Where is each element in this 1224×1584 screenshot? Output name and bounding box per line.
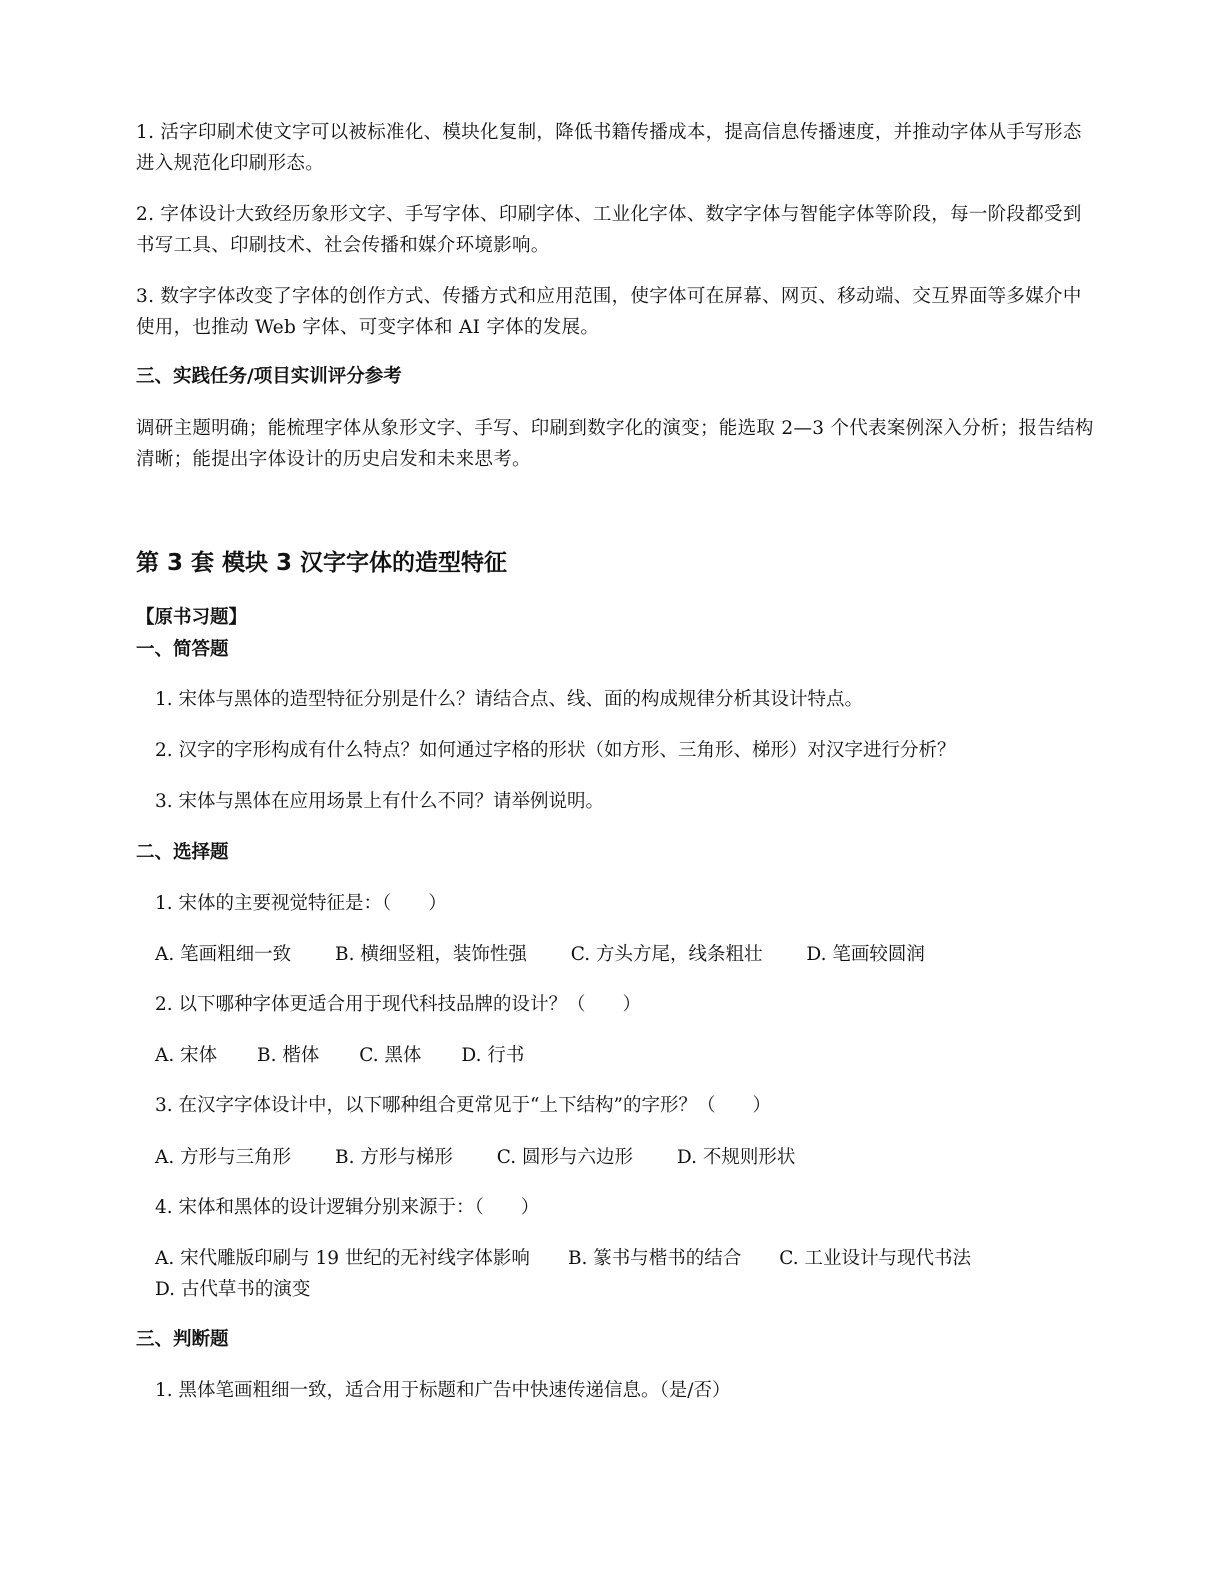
choice-option: C. 方头方尾，线条粗壮 [570,944,763,965]
summary-point-2: 2. 字体设计大致经历象形文字、手写字体、印刷字体、工业化字体、数字字体与智能字体等阶段，每一阶段都受到书写工具、印刷技术、社会传播和媒介环境影响。 [136,204,1082,256]
choice-question-2-stem: 2. 以下哪种字体更适合用于现代科技品牌的设计？（ ） [155,994,642,1015]
multiple-choice-heading: 二、选择题 [136,842,229,863]
true-false-heading: 三、判断题 [136,1329,229,1350]
short-answer-heading: 一、简答题 [136,639,229,660]
module-title: 第 3 套 模块 3 汉字字体的造型特征 [136,550,508,576]
choice-option: B. 篆书与楷书的结合 [567,1248,742,1269]
practice-text: 调研主题明确；能梳理字体从象形文字、手写、印刷到数字化的演变；能选取 2—3 个代表案例深入分析；报告结构清晰；能提出字体设计的历史启发和未来思考。 [136,418,1094,470]
choice-option: A. 方形与三角形 [155,1147,292,1168]
choice-option: B. 横细竖粗，装饰性强 [335,944,527,965]
choice-question-1-stem: 1. 宋体的主要视觉特征是：（ ） [155,893,447,914]
choice-option: D. 不规则形状 [676,1147,796,1168]
short-answer-question-3: 3. 宋体与黑体在应用场景上有什么不同？请举例说明。 [155,791,605,812]
exercise-label: 【原书习题】 [136,607,248,628]
choice-option: C. 黑体 [359,1045,422,1066]
choice-question-3-stem: 3. 在汉字字体设计中，以下哪种组合更常见于“上下结构”的字形？（ ） [155,1095,771,1116]
choice-option: C. 工业设计与现代书法 [779,1248,972,1269]
choice-question-4-options [155,1243,1085,1305]
practice-heading: 三、实践任务/项目实训评分参考 [136,366,402,387]
short-answer-question-1: 1. 宋体与黑体的造型特征分别是什么？请结合点、线、面的构成规律分析其设计特点。 [155,689,864,710]
choice-option: D. 笔画较圆润 [806,944,925,965]
choice-question-3-options [155,1142,1085,1173]
choice-option: D. 行书 [461,1045,525,1066]
choice-question-4-stem: 4. 宋体和黑体的设计逻辑分别来源于：（ ） [155,1197,540,1218]
choice-option: B. 楷体 [257,1045,320,1066]
true-false-question-1: 1. 黑体笔画粗细一致，适合用于标题和广告中快速传递信息。（是/否） [155,1380,731,1401]
choice-option: C. 圆形与六边形 [496,1147,634,1168]
summary-point-1: 1. 活字印刷术使文字可以被标准化、模块化复制，降低书籍传播成本，提高信息传播速度，并推动字体从手写形态进入规范化印刷形态。 [136,122,1082,174]
choice-question-2-options [155,1040,1085,1071]
choice-option: A. 笔画粗细一致 [155,944,292,965]
short-answer-question-2: 2. 汉字的字形构成有什么特点？如何通过字格的形状（如方形、三角形、梯形）对汉字进行分析？ [155,740,956,761]
choice-option: D. 古代草书的演变 [155,1279,311,1300]
summary-point-3: 3. 数字字体改变了字体的创作方式、传播方式和应用范围，使字体可在屏幕、网页、移动端、交互界面等多媒介中使用，也推动 Web 字体、可变字体和 AI 字体的发展。 [136,286,1082,338]
choice-question-1-options [155,939,1085,970]
choice-option: B. 方形与梯形 [335,1147,453,1168]
choice-option: A. 宋代雕版印刷与 19 世纪的无衬线字体影响 [155,1248,530,1269]
choice-option: A. 宋体 [155,1045,218,1066]
